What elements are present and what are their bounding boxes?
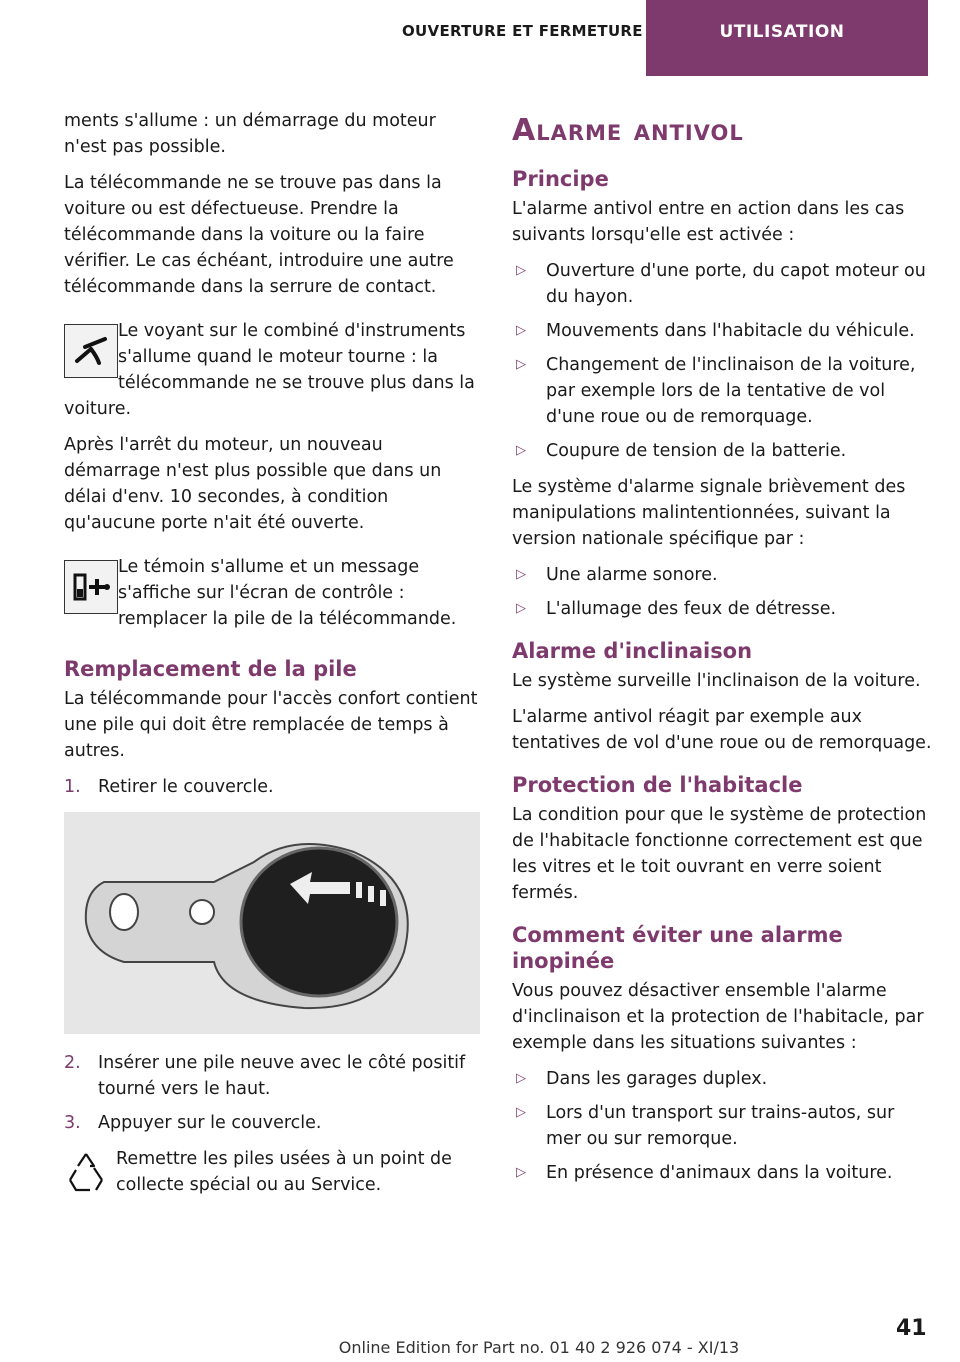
section-heading: Remplacement de la pile (64, 657, 357, 681)
key-missing-warning-icon (64, 324, 118, 378)
list-item (512, 438, 932, 464)
left-column (64, 108, 482, 1198)
paragraph: La télécommande pour l'accès confort contient une pile qui doit être remplacée de temps à autres. (64, 689, 478, 761)
paragraph: ments s'allume : un démarrage du moteur n'est pas possible. (64, 111, 436, 157)
step-text: Appuyer sur le couvercle. (98, 1113, 322, 1133)
list-item-text: Coupure de tension de la batterie. (546, 441, 847, 461)
key-battery-warning-icon (64, 560, 118, 614)
triangle-bullet-icon: ▷ (516, 263, 526, 278)
list-item (512, 318, 932, 344)
steps-list (64, 774, 482, 800)
note-text-continued: voiture. (64, 399, 132, 419)
list-item (512, 352, 932, 430)
triangle-bullet-icon: ▷ (516, 567, 526, 582)
recycle-icon (64, 1150, 108, 1194)
step-number: 1. (64, 777, 81, 797)
edition-footer: Online Edition for Part no. 01 40 2 926 074 - XI/13 (338, 1338, 740, 1357)
running-header-section: OUVERTURE ET FERMETURE (402, 22, 643, 40)
triangle-bullet-icon: ▷ (516, 357, 526, 372)
trigger-list (512, 258, 932, 464)
recycling-text: Remettre les piles usées à un point de collecte spécial ou au Service. (116, 1149, 452, 1195)
list-item (512, 1160, 932, 1186)
chapter-heading: Alarme antivol (512, 113, 744, 148)
triangle-bullet-icon: ▷ (516, 1165, 526, 1180)
signal-list (512, 562, 932, 622)
section-heading: Alarme d'inclinaison (512, 639, 753, 663)
list-item-text: Lors d'un transport sur trains-autos, sur mer ou sur remorque. (546, 1103, 895, 1149)
paragraph: La condition pour que le système de protection de l'habitacle fonctionne correctement est que les vitres et le toit ouvrant en verre soient fermés. (512, 805, 927, 903)
list-item (512, 1100, 932, 1152)
triangle-bullet-icon: ▷ (516, 601, 526, 616)
list-item-text: Dans les garages duplex. (546, 1069, 768, 1089)
situations-list (512, 1066, 932, 1186)
list-item (512, 258, 932, 310)
step-item (64, 774, 482, 800)
step-text: Retirer le couvercle. (98, 777, 274, 797)
triangle-bullet-icon: ▷ (516, 1071, 526, 1086)
section-heading: Principe (512, 167, 609, 191)
section-heading: Comment éviter une alarme inopinée (512, 923, 843, 973)
triangle-bullet-icon: ▷ (516, 323, 526, 338)
steps-list-continued (64, 1050, 482, 1136)
warning-note-key (64, 318, 482, 422)
step-text: Insérer une pile neuve avec le côté positif tourné vers le haut. (98, 1053, 466, 1099)
recycling-note (64, 1146, 482, 1198)
paragraph: Après l'arrêt du moteur, un nouveau démarrage n'est plus possible que dans un délai d'env. 10 secondes, à condition qu'aucune porte n'ait été ouverte. (64, 435, 442, 533)
step-number: 2. (64, 1053, 81, 1073)
step-number: 3. (64, 1113, 81, 1133)
paragraph: Le système d'alarme signale brièvement des manipulations malintentionnées, suivant la version nationale spécifique par : (512, 477, 906, 549)
list-item (512, 596, 932, 622)
list-item (512, 562, 932, 588)
chapter-tab (646, 0, 928, 76)
step-item (64, 1050, 482, 1102)
list-item-text: En présence d'animaux dans la voiture. (546, 1163, 893, 1183)
list-item-text: L'allumage des feux de détresse. (546, 599, 837, 619)
key-battery-cover-illustration (64, 812, 480, 1034)
list-item-text: Une alarme sonore. (546, 565, 718, 585)
note-text: Le voyant sur le combiné d'instruments s'allume quand le moteur tourne : la télécommande ne se trouve plus dans la (118, 321, 475, 393)
paragraph: L'alarme antivol réagit par exemple aux tentatives de vol d'une roue ou de remorquage. (512, 707, 932, 753)
paragraph: La télécommande ne se trouve pas dans la voiture ou est défectueuse. Prendre la télécommande dans la voiture ou la faire vérifier. Le cas échéant, introduire une autre télécommande dans la serrure de contact. (64, 173, 454, 297)
list-item-text: Changement de l'inclinaison de la voiture, par exemple lors de la tentative de vol d'une roue ou de remorquage. (546, 355, 916, 427)
list-item-text: Mouvements dans l'habitacle du véhicule. (546, 321, 915, 341)
list-item-text: Ouverture d'une porte, du capot moteur ou du hayon. (546, 261, 926, 307)
triangle-bullet-icon: ▷ (516, 443, 526, 458)
chapter-tab-label: UTILISATION (719, 22, 845, 42)
page-number: 41 (896, 1316, 927, 1341)
note-text: Le témoin s'allume et un message s'affiche sur l'écran de contrôle : remplacer la pile de la télécommande. (118, 557, 457, 629)
right-column (512, 108, 932, 1196)
step-item (64, 1110, 482, 1136)
warning-note-battery (64, 554, 482, 632)
section-heading: Protection de l'habitacle (512, 773, 803, 797)
paragraph: Vous pouvez désactiver ensemble l'alarme d'inclinaison et la protection de l'habitacle, par exemple dans les situations suivantes : (512, 981, 924, 1053)
list-item (512, 1066, 932, 1092)
paragraph: L'alarme antivol entre en action dans les cas suivants lorsqu'elle est activée : (512, 199, 905, 245)
paragraph: Le système surveille l'inclinaison de la voiture. (512, 671, 921, 691)
triangle-bullet-icon: ▷ (516, 1105, 526, 1120)
